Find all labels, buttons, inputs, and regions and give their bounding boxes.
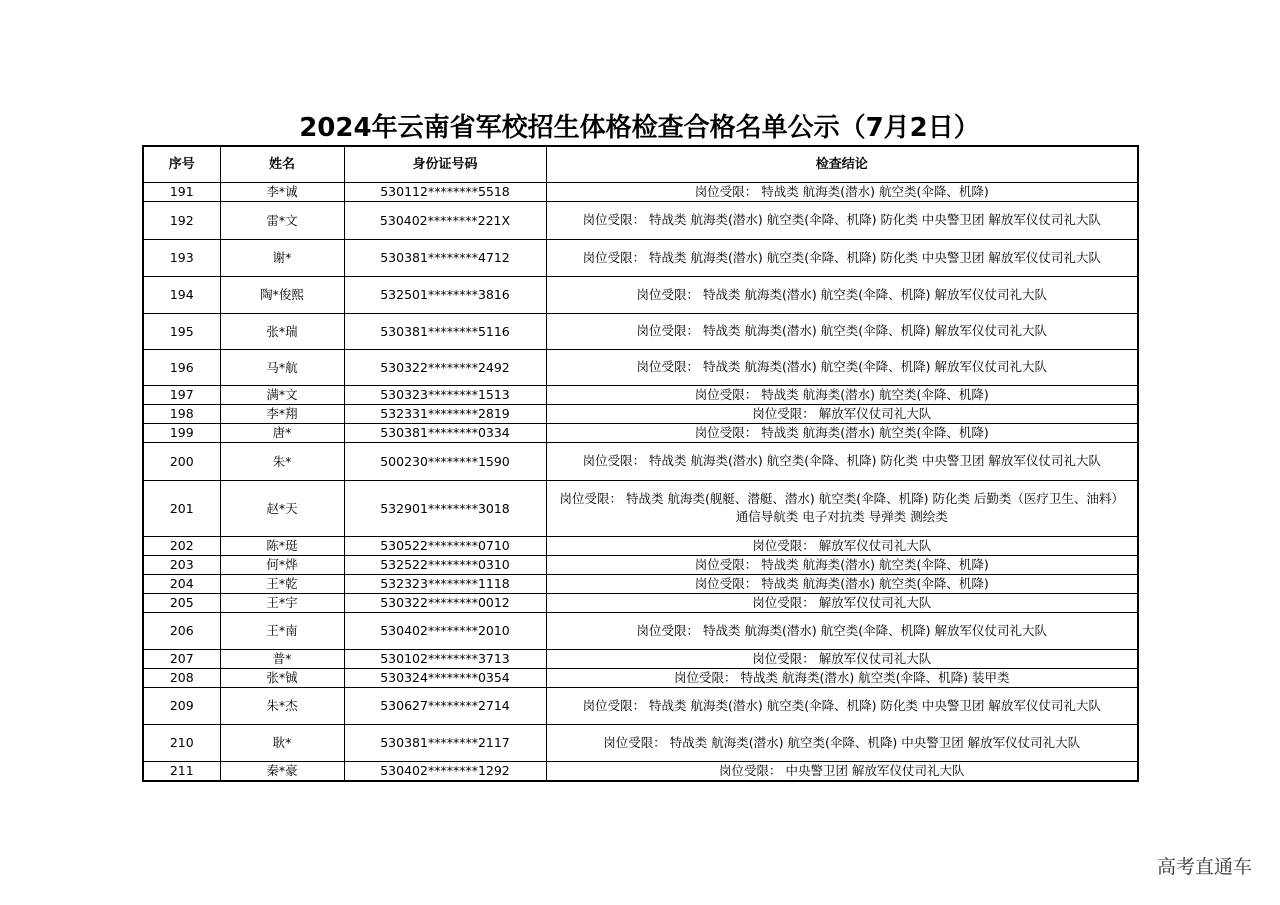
table-row: [143, 593, 1138, 612]
table-row: [143, 724, 1138, 761]
page-title: 2024年云南省军校招生体格检查合格名单公示（7月2日）: [299, 113, 980, 143]
cell-no: 200: [143, 442, 220, 480]
cell-id: 530402********2010: [344, 612, 546, 649]
table-row: [143, 239, 1138, 276]
table-row: [143, 687, 1138, 724]
table-row: [143, 668, 1138, 687]
cell-name: 赵*天: [220, 480, 344, 536]
cell-result: 岗位受限： 特战类 航海类(潜水) 航空类(伞降、机降): [546, 182, 1138, 201]
cell-name: 秦*豪: [220, 761, 344, 781]
cell-id: 532901********3018: [344, 480, 546, 536]
cell-id: 530323********1513: [344, 385, 546, 404]
cell-no: 206: [143, 612, 220, 649]
header-no: 序号: [143, 146, 220, 182]
cell-name: 普*: [220, 649, 344, 668]
cell-result: 岗位受限： 特战类 航海类(潜水) 航空类(伞降、机降) 中央警卫团 解放军仪仗司礼大队: [546, 724, 1138, 761]
cell-no: 205: [143, 593, 220, 612]
cell-id: 530402********1292: [344, 761, 546, 781]
cell-no: 211: [143, 761, 220, 781]
table-row: [143, 201, 1138, 239]
cell-no: 204: [143, 574, 220, 593]
cell-no: 203: [143, 555, 220, 574]
header-result: 检查结论: [546, 146, 1138, 182]
cell-id: 532501********3816: [344, 276, 546, 313]
cell-result: 岗位受限： 特战类 航海类(潜水) 航空类(伞降、机降) 防化类 中央警卫团 解放军仪仗司礼大队: [546, 687, 1138, 724]
cell-name: 王*南: [220, 612, 344, 649]
table-row: [143, 423, 1138, 442]
cell-name: 满*文: [220, 385, 344, 404]
cell-id: 530381********2117: [344, 724, 546, 761]
cell-name: 耿*: [220, 724, 344, 761]
cell-no: 208: [143, 668, 220, 687]
cell-result: 岗位受限： 特战类 航海类(潜水) 航空类(伞降、机降) 防化类 中央警卫团 解放军仪仗司礼大队: [546, 239, 1138, 276]
header-id: 身份证号码: [344, 146, 546, 182]
cell-name: 陶*俊熙: [220, 276, 344, 313]
table-row: [143, 404, 1138, 423]
cell-result: 岗位受限： 解放军仪仗司礼大队: [546, 404, 1138, 423]
cell-id: 530522********0710: [344, 536, 546, 555]
table-row: [143, 442, 1138, 480]
cell-result: 岗位受限： 解放军仪仗司礼大队: [546, 593, 1138, 612]
cell-name: 李*诚: [220, 182, 344, 201]
table-row: [143, 649, 1138, 668]
cell-result: 岗位受限： 解放军仪仗司礼大队: [546, 536, 1138, 555]
cell-name: 陈*珽: [220, 536, 344, 555]
cell-result: 岗位受限： 特战类 航海类(潜水) 航空类(伞降、机降) 解放军仪仗司礼大队: [546, 612, 1138, 649]
cell-result: 岗位受限： 特战类 航海类(潜水) 航空类(伞降、机降) 解放军仪仗司礼大队: [546, 349, 1138, 385]
table-row: [143, 182, 1138, 201]
cell-id: 530381********0334: [344, 423, 546, 442]
cell-result: 岗位受限： 特战类 航海类(潜水) 航空类(伞降、机降): [546, 423, 1138, 442]
cell-no: 197: [143, 385, 220, 404]
cell-id: 532323********1118: [344, 574, 546, 593]
cell-id: 530112********5518: [344, 182, 546, 201]
table-row: [143, 349, 1138, 385]
watermark-text: 高考直通车: [1156, 856, 1252, 878]
cell-id: 532331********2819: [344, 404, 546, 423]
cell-no: 198: [143, 404, 220, 423]
cell-no: 195: [143, 313, 220, 349]
cell-id: 530402********221X: [344, 201, 546, 239]
table-row: [143, 480, 1138, 536]
cell-no: 192: [143, 201, 220, 239]
cell-result: 岗位受限： 特战类 航海类(潜水) 航空类(伞降、机降) 防化类 中央警卫团 解放军仪仗司礼大队: [546, 442, 1138, 480]
cell-name: 李*翔: [220, 404, 344, 423]
table-row: [143, 385, 1138, 404]
table-row: [143, 574, 1138, 593]
cell-id: 530102********3713: [344, 649, 546, 668]
cell-result: 岗位受限： 中央警卫团 解放军仪仗司礼大队: [546, 761, 1138, 781]
cell-id: 500230********1590: [344, 442, 546, 480]
cell-name: 朱*: [220, 442, 344, 480]
cell-name: 张*铖: [220, 668, 344, 687]
cell-id: 530324********0354: [344, 668, 546, 687]
cell-id: 532522********0310: [344, 555, 546, 574]
table-header-row: [143, 146, 1138, 182]
cell-no: 193: [143, 239, 220, 276]
cell-result: 岗位受限： 特战类 航海类(潜水) 航空类(伞降、机降) 装甲类: [546, 668, 1138, 687]
cell-name: 王*宇: [220, 593, 344, 612]
cell-no: 209: [143, 687, 220, 724]
cell-name: 谢*: [220, 239, 344, 276]
cell-result: 岗位受限： 特战类 航海类(潜水) 航空类(伞降、机降) 解放军仪仗司礼大队: [546, 313, 1138, 349]
cell-result: 岗位受限： 特战类 航海类(潜水) 航空类(伞降、机降) 解放军仪仗司礼大队: [546, 276, 1138, 313]
cell-name: 王*乾: [220, 574, 344, 593]
cell-no: 210: [143, 724, 220, 761]
cell-name: 朱*杰: [220, 687, 344, 724]
table-row: [143, 536, 1138, 555]
cell-result: 岗位受限： 特战类 航海类(潜水) 航空类(伞降、机降): [546, 574, 1138, 593]
cell-no: 194: [143, 276, 220, 313]
table-row: [143, 313, 1138, 349]
cell-id: 530322********0012: [344, 593, 546, 612]
cell-id: 530627********2714: [344, 687, 546, 724]
cell-result: 岗位受限： 解放军仪仗司礼大队: [546, 649, 1138, 668]
cell-no: 191: [143, 182, 220, 201]
table-row: [143, 555, 1138, 574]
cell-result: 岗位受限： 特战类 航海类(舰艇、潜艇、潜水) 航空类(伞降、机降) 防化类 后勤类（医疗卫生、油料） 通信导航类 电子对抗类 导弹类 测绘类: [546, 480, 1138, 536]
cell-name: 张*瑞: [220, 313, 344, 349]
cell-result: 岗位受限： 特战类 航海类(潜水) 航空类(伞降、机降): [546, 385, 1138, 404]
cell-id: 530322********2492: [344, 349, 546, 385]
cell-name: 何*烨: [220, 555, 344, 574]
cell-no: 199: [143, 423, 220, 442]
header-name: 姓名: [220, 146, 344, 182]
cell-no: 207: [143, 649, 220, 668]
cell-id: 530381********4712: [344, 239, 546, 276]
cell-name: 雷*文: [220, 201, 344, 239]
cell-no: 202: [143, 536, 220, 555]
cell-id: 530381********5116: [344, 313, 546, 349]
table-row: [143, 761, 1138, 781]
cell-result: 岗位受限： 特战类 航海类(潜水) 航空类(伞降、机降): [546, 555, 1138, 574]
cell-result: 岗位受限： 特战类 航海类(潜水) 航空类(伞降、机降) 防化类 中央警卫团 解放军仪仗司礼大队: [546, 201, 1138, 239]
cell-no: 196: [143, 349, 220, 385]
cell-name: 唐*: [220, 423, 344, 442]
results-table: [142, 145, 1139, 782]
cell-name: 马*航: [220, 349, 344, 385]
table-row: [143, 612, 1138, 649]
table-row: [143, 276, 1138, 313]
cell-no: 201: [143, 480, 220, 536]
